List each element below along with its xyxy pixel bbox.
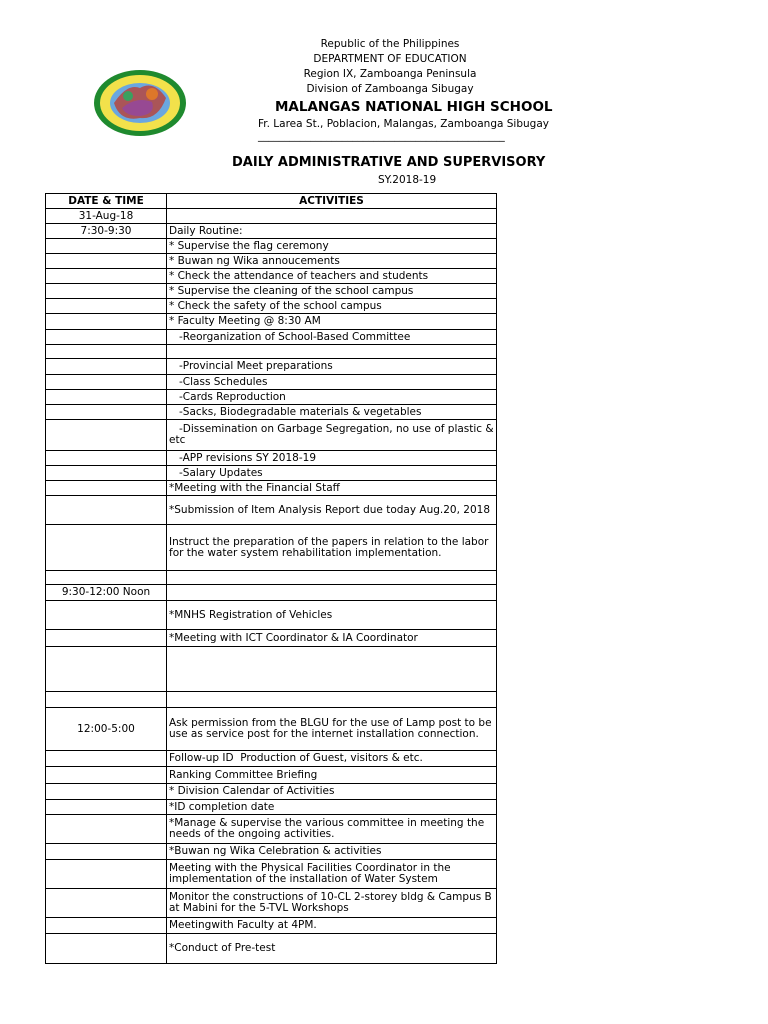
table-row <box>46 767 497 784</box>
row-activity: *Meeting with the Financial Staff <box>167 481 497 496</box>
row-activity: * Check the attendance of teachers and students <box>167 269 497 284</box>
row-date-time <box>46 466 167 481</box>
table-row <box>46 815 497 844</box>
row-activity: -Provincial Meet preparations <box>167 359 497 375</box>
row-date-time <box>46 481 167 496</box>
table-row <box>46 889 497 918</box>
table-row <box>46 934 497 964</box>
school-name: MALANGAS NATIONAL HIGH SCHOOL <box>275 99 553 115</box>
table-row <box>46 466 497 481</box>
row-date-time <box>46 767 167 784</box>
row-activity: * Supervise the cleaning of the school campus <box>167 284 497 299</box>
row-date-time <box>46 451 167 466</box>
table-row <box>46 284 497 299</box>
date-time-header: DATE & TIME <box>46 194 167 209</box>
row-activity: Monitor the constructions of 10-CL 2-storey bldg & Campus B at Mabini for the 5-TVL Workshops <box>167 889 497 918</box>
table-header-row <box>46 194 497 209</box>
row-activity: Ask permission from the BLGU for the use of Lamp post to be use as service post for the internet installation connection. <box>167 708 497 751</box>
table-row <box>46 784 497 800</box>
row-date-time <box>46 405 167 420</box>
row-date-time <box>46 784 167 800</box>
table-row <box>46 359 497 375</box>
table-row <box>46 269 497 284</box>
header-text-area <box>0 0 553 200</box>
row-activity: *Manage & supervise the various committee in meeting the needs of the ongoing activities. <box>167 815 497 844</box>
row-activity: -Class Schedules <box>167 375 497 390</box>
table-row <box>46 405 497 420</box>
row-activity <box>167 345 497 359</box>
row-activity: * Buwan ng Wika annoucements <box>167 254 497 269</box>
table-row <box>46 860 497 889</box>
table-row <box>46 481 497 496</box>
row-activity: *Meeting with ICT Coordinator & IA Coordinator <box>167 630 497 647</box>
row-activity: * Faculty Meeting @ 8:30 AM <box>167 314 497 330</box>
table-row <box>46 390 497 405</box>
row-date-time <box>46 889 167 918</box>
row-activity: *MNHS Registration of Vehicles <box>167 601 497 630</box>
row-activity: -Sacks, Biodegradable materials & vegetables <box>167 405 497 420</box>
row-date-time <box>46 647 167 692</box>
row-date-time <box>46 330 167 345</box>
row-date-time <box>46 496 167 525</box>
table-row <box>46 299 497 314</box>
row-activity: * Supervise the flag ceremony <box>167 239 497 254</box>
row-activity: Meeting with the Physical Facilities Coordinator in the implementation of the installation of Water System <box>167 860 497 889</box>
row-activity: *Buwan ng Wika Celebration & activities <box>167 844 497 860</box>
row-activity: *Submission of Item Analysis Report due today Aug.20, 2018 <box>167 496 497 525</box>
row-date-time: 31-Aug-18 <box>46 209 167 224</box>
row-date-time <box>46 844 167 860</box>
row-date-time <box>46 239 167 254</box>
row-date-time <box>46 571 167 585</box>
row-date-time <box>46 284 167 299</box>
row-date-time <box>46 299 167 314</box>
document-header <box>0 0 768 200</box>
row-activity: Ranking Committee Briefing <box>167 767 497 784</box>
row-activity: Follow-up ID Production of Guest, visitors & etc. <box>167 751 497 767</box>
row-activity <box>167 692 497 708</box>
header-divider: _______________________________________________ <box>258 130 505 142</box>
row-date-time <box>46 918 167 934</box>
republic-line: Republic of the Philippines <box>320 38 460 50</box>
table-row <box>46 496 497 525</box>
schedule-body <box>46 209 497 964</box>
row-date-time: 12:00-5:00 <box>46 708 167 751</box>
table-row <box>46 224 497 239</box>
row-date-time <box>46 525 167 571</box>
row-date-time <box>46 860 167 889</box>
table-row <box>46 585 497 601</box>
department-line: DEPARTMENT OF EDUCATION <box>313 53 467 65</box>
row-date-time <box>46 692 167 708</box>
row-date-time <box>46 254 167 269</box>
row-activity: * Division Calendar of Activities <box>167 784 497 800</box>
row-activity: -Dissemination on Garbage Segregation, no use of plastic & etc <box>167 420 497 451</box>
table-row <box>46 420 497 451</box>
table-row <box>46 209 497 224</box>
row-activity: *Conduct of Pre-test <box>167 934 497 964</box>
row-activity: -APP revisions SY 2018-19 <box>167 451 497 466</box>
row-activity <box>167 209 497 224</box>
table-row <box>46 800 497 815</box>
table-row <box>46 751 497 767</box>
row-activity: -Salary Updates <box>167 466 497 481</box>
table-row <box>46 254 497 269</box>
row-date-time <box>46 314 167 330</box>
table-row <box>46 708 497 751</box>
row-activity <box>167 571 497 585</box>
row-activity <box>167 647 497 692</box>
row-date-time <box>46 800 167 815</box>
table-row <box>46 647 497 692</box>
document-title: DAILY ADMINISTRATIVE AND SUPERVISORY <box>232 155 546 170</box>
row-date-time <box>46 934 167 964</box>
row-date-time <box>46 390 167 405</box>
table-row <box>46 345 497 359</box>
row-activity: -Reorganization of School-Based Committee <box>167 330 497 345</box>
table-row <box>46 844 497 860</box>
school-year: SY.2018-19 <box>378 174 437 186</box>
row-date-time <box>46 359 167 375</box>
schedule-table <box>45 193 497 964</box>
table-row <box>46 692 497 708</box>
row-activity: *ID completion date <box>167 800 497 815</box>
table-row <box>46 630 497 647</box>
row-activity <box>167 585 497 601</box>
row-date-time <box>46 815 167 844</box>
row-date-time <box>46 375 167 390</box>
table-row <box>46 239 497 254</box>
table-row <box>46 525 497 571</box>
row-date-time <box>46 601 167 630</box>
row-activity: Meetingwith Faculty at 4PM. <box>167 918 497 934</box>
table-row <box>46 330 497 345</box>
row-date-time <box>46 630 167 647</box>
row-date-time: 7:30-9:30 <box>46 224 167 239</box>
table-row <box>46 571 497 585</box>
row-activity: Instruct the preparation of the papers in relation to the labor for the water system rehabilitation implementation. <box>167 525 497 571</box>
row-date-time <box>46 345 167 359</box>
row-date-time: 9:30-12:00 Noon <box>46 585 167 601</box>
row-date-time <box>46 751 167 767</box>
row-date-time <box>46 269 167 284</box>
table-row <box>46 375 497 390</box>
table-row <box>46 451 497 466</box>
row-activity: * Check the safety of the school campus <box>167 299 497 314</box>
activities-header: ACTIVITIES <box>167 194 497 209</box>
table-row <box>46 918 497 934</box>
table-row <box>46 314 497 330</box>
school-address: Fr. Larea St., Poblacion, Malangas, Zamboanga Sibugay <box>258 118 549 130</box>
region-line: Region IX, Zamboanga Peninsula <box>303 68 477 80</box>
row-activity: -Cards Reproduction <box>167 390 497 405</box>
row-date-time <box>46 420 167 451</box>
table-row <box>46 601 497 630</box>
division-line: Division of Zamboanga Sibugay <box>306 83 474 95</box>
row-activity: Daily Routine: <box>167 224 497 239</box>
